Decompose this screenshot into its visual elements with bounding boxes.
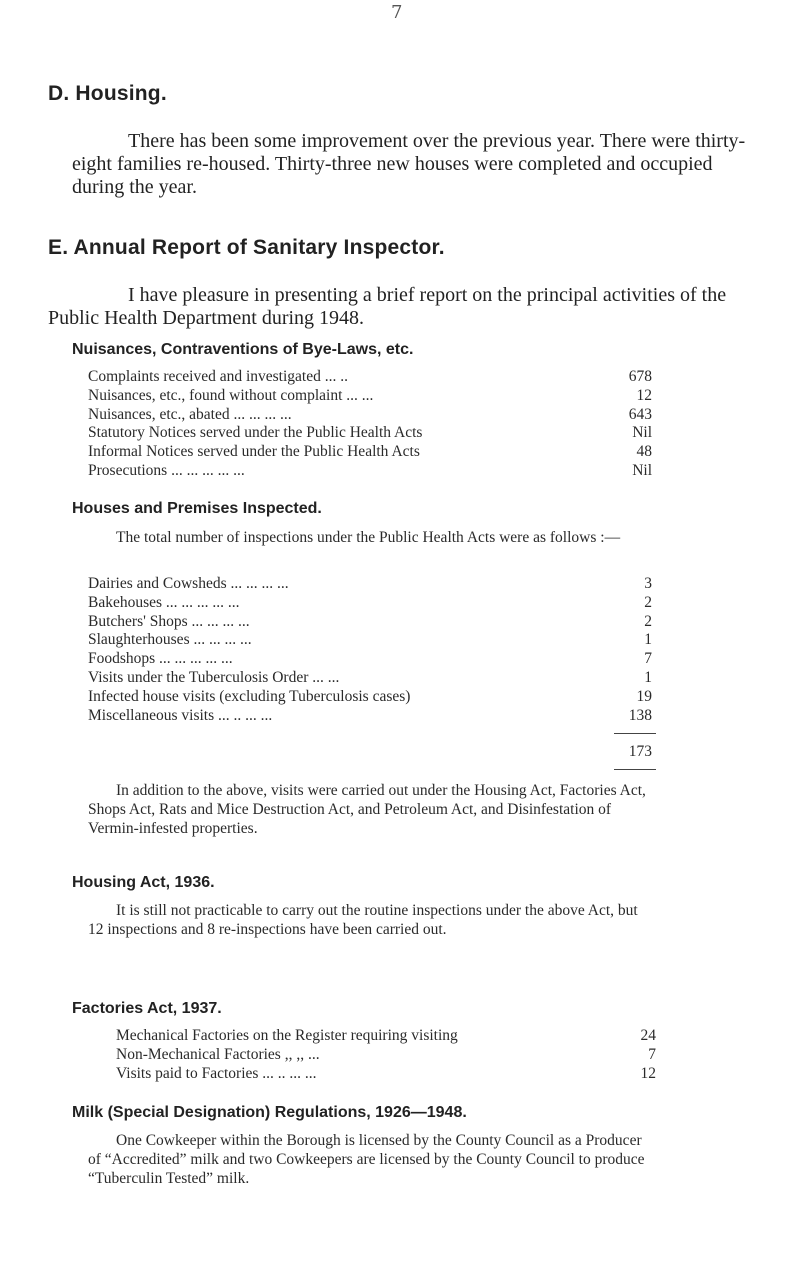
table-row [88,669,652,688]
table-row [88,631,652,650]
row-label: Infected house visits (excluding Tuberculosis cases) [88,687,411,705]
factories-table [116,1027,656,1083]
table-row [88,443,652,462]
milk-text [88,1131,654,1188]
row-label: Bakehouses ... ... ... ... ... [88,593,240,611]
section-e-heading: E. Annual Report of Sanitary Inspector. [48,236,445,259]
milk-heading: Milk (Special Designation) Regulations, 1926—1948. [72,1104,467,1121]
section-d-paragraph [72,130,762,199]
houses-intro-text: The total number of inspections under the Public Health Acts were as follows :— [116,529,621,546]
row-value: 12 [640,1064,656,1082]
total-rule-bottom [614,769,656,770]
row-value: 1 [644,668,652,686]
row-label: Prosecutions ... ... ... ... ... [88,461,245,479]
row-value: 7 [644,650,652,668]
row-value: Nil [632,461,652,479]
row-label: Nuisances, etc., found without complaint ... ... [88,386,374,404]
row-value: 138 [628,706,652,724]
houses-intro [88,528,654,547]
houses-heading: Houses and Premises Inspected. [72,500,322,517]
section-d-text: There has been some improvement over the previous year. There were thirty-eight families re-housed. Thirty-three new houses were completed and occupied during the year. [72,130,746,198]
table-row [88,650,652,669]
houses-total: 173 [628,743,652,760]
table-row [116,1065,656,1084]
houses-table [88,575,652,725]
row-value: 7 [648,1045,656,1063]
houses-addition [88,781,654,838]
milk-text-span: One Cowkeeper within the Borough is licensed by the County Council as a Producer of “Accredited” milk and two Cowkeepers are licensed by the County Council to produce “Tuberculin Tested” milk. [88,1132,645,1187]
table-row [116,1027,656,1046]
row-value: 3 [644,575,652,592]
row-value: 19 [636,687,652,705]
row-value: 1 [644,631,652,649]
housing-act-heading: Housing Act, 1936. [72,874,215,891]
table-row [88,462,652,481]
page-number: 7 [391,2,403,23]
row-label: Informal Notices served under the Public Health Acts [88,443,420,461]
row-label: Miscellaneous visits ... .. ... ... [88,706,273,724]
houses-addition-text: In addition to the above, visits were carried out under the Housing Act, Factories Act, Shops Act, Rats and Mice Destruction Act, and Petroleum Act, and Disinfestation of Vermin-infested properties. [88,782,646,837]
row-value: 2 [644,593,652,611]
section-e-intro [48,284,762,330]
table-row [88,575,652,594]
nuisances-table [88,368,652,481]
row-value: 12 [636,386,652,404]
row-label: Butchers' Shops ... ... ... ... [88,612,250,630]
row-label: Mechanical Factories on the Register requiring visiting [116,1027,458,1044]
table-row [88,613,652,632]
factories-act-heading: Factories Act, 1937. [72,1000,222,1017]
row-label: Visits under the Tuberculosis Order ... ... [88,668,340,686]
table-row [88,707,652,726]
row-value: 678 [628,368,652,385]
table-row [88,406,652,425]
row-value: 643 [628,405,652,423]
nuisances-heading: Nuisances, Contraventions of Bye-Laws, etc. [72,341,414,358]
row-value: 2 [644,612,652,630]
row-value: Nil [632,424,652,442]
housing-act-text [88,901,654,939]
table-row [88,688,652,707]
row-label: Dairies and Cowsheds ... ... ... ... [88,575,289,592]
table-row [88,594,652,613]
row-label: Complaints received and investigated ... .. [88,368,348,385]
table-row [116,1046,656,1065]
row-label: Statutory Notices served under the Public Health Acts [88,424,423,442]
total-rule-top [614,733,656,734]
row-label: Nuisances, etc., abated ... ... ... ... [88,405,292,423]
row-label: Visits paid to Factories ... .. ... ... [116,1064,317,1082]
table-row [88,424,652,443]
row-value: 24 [640,1027,656,1044]
section-e-intro-text: I have pleasure in presenting a brief report on the principal activities of the Public Health Department during 1948. [48,284,727,329]
section-d-heading: D. Housing. [48,82,167,105]
row-value: 48 [636,443,652,461]
row-label: Foodshops ... ... ... ... ... [88,650,233,668]
row-label: Slaughterhouses ... ... ... ... [88,631,252,649]
row-label: Non-Mechanical Factories ,, ,, ... [116,1045,320,1063]
table-row [88,368,652,387]
table-row [88,387,652,406]
housing-act-text-span: It is still not practicable to carry out the routine inspections under the above Act, but 12 inspections and 8 re-inspections have been carried out. [88,902,638,938]
